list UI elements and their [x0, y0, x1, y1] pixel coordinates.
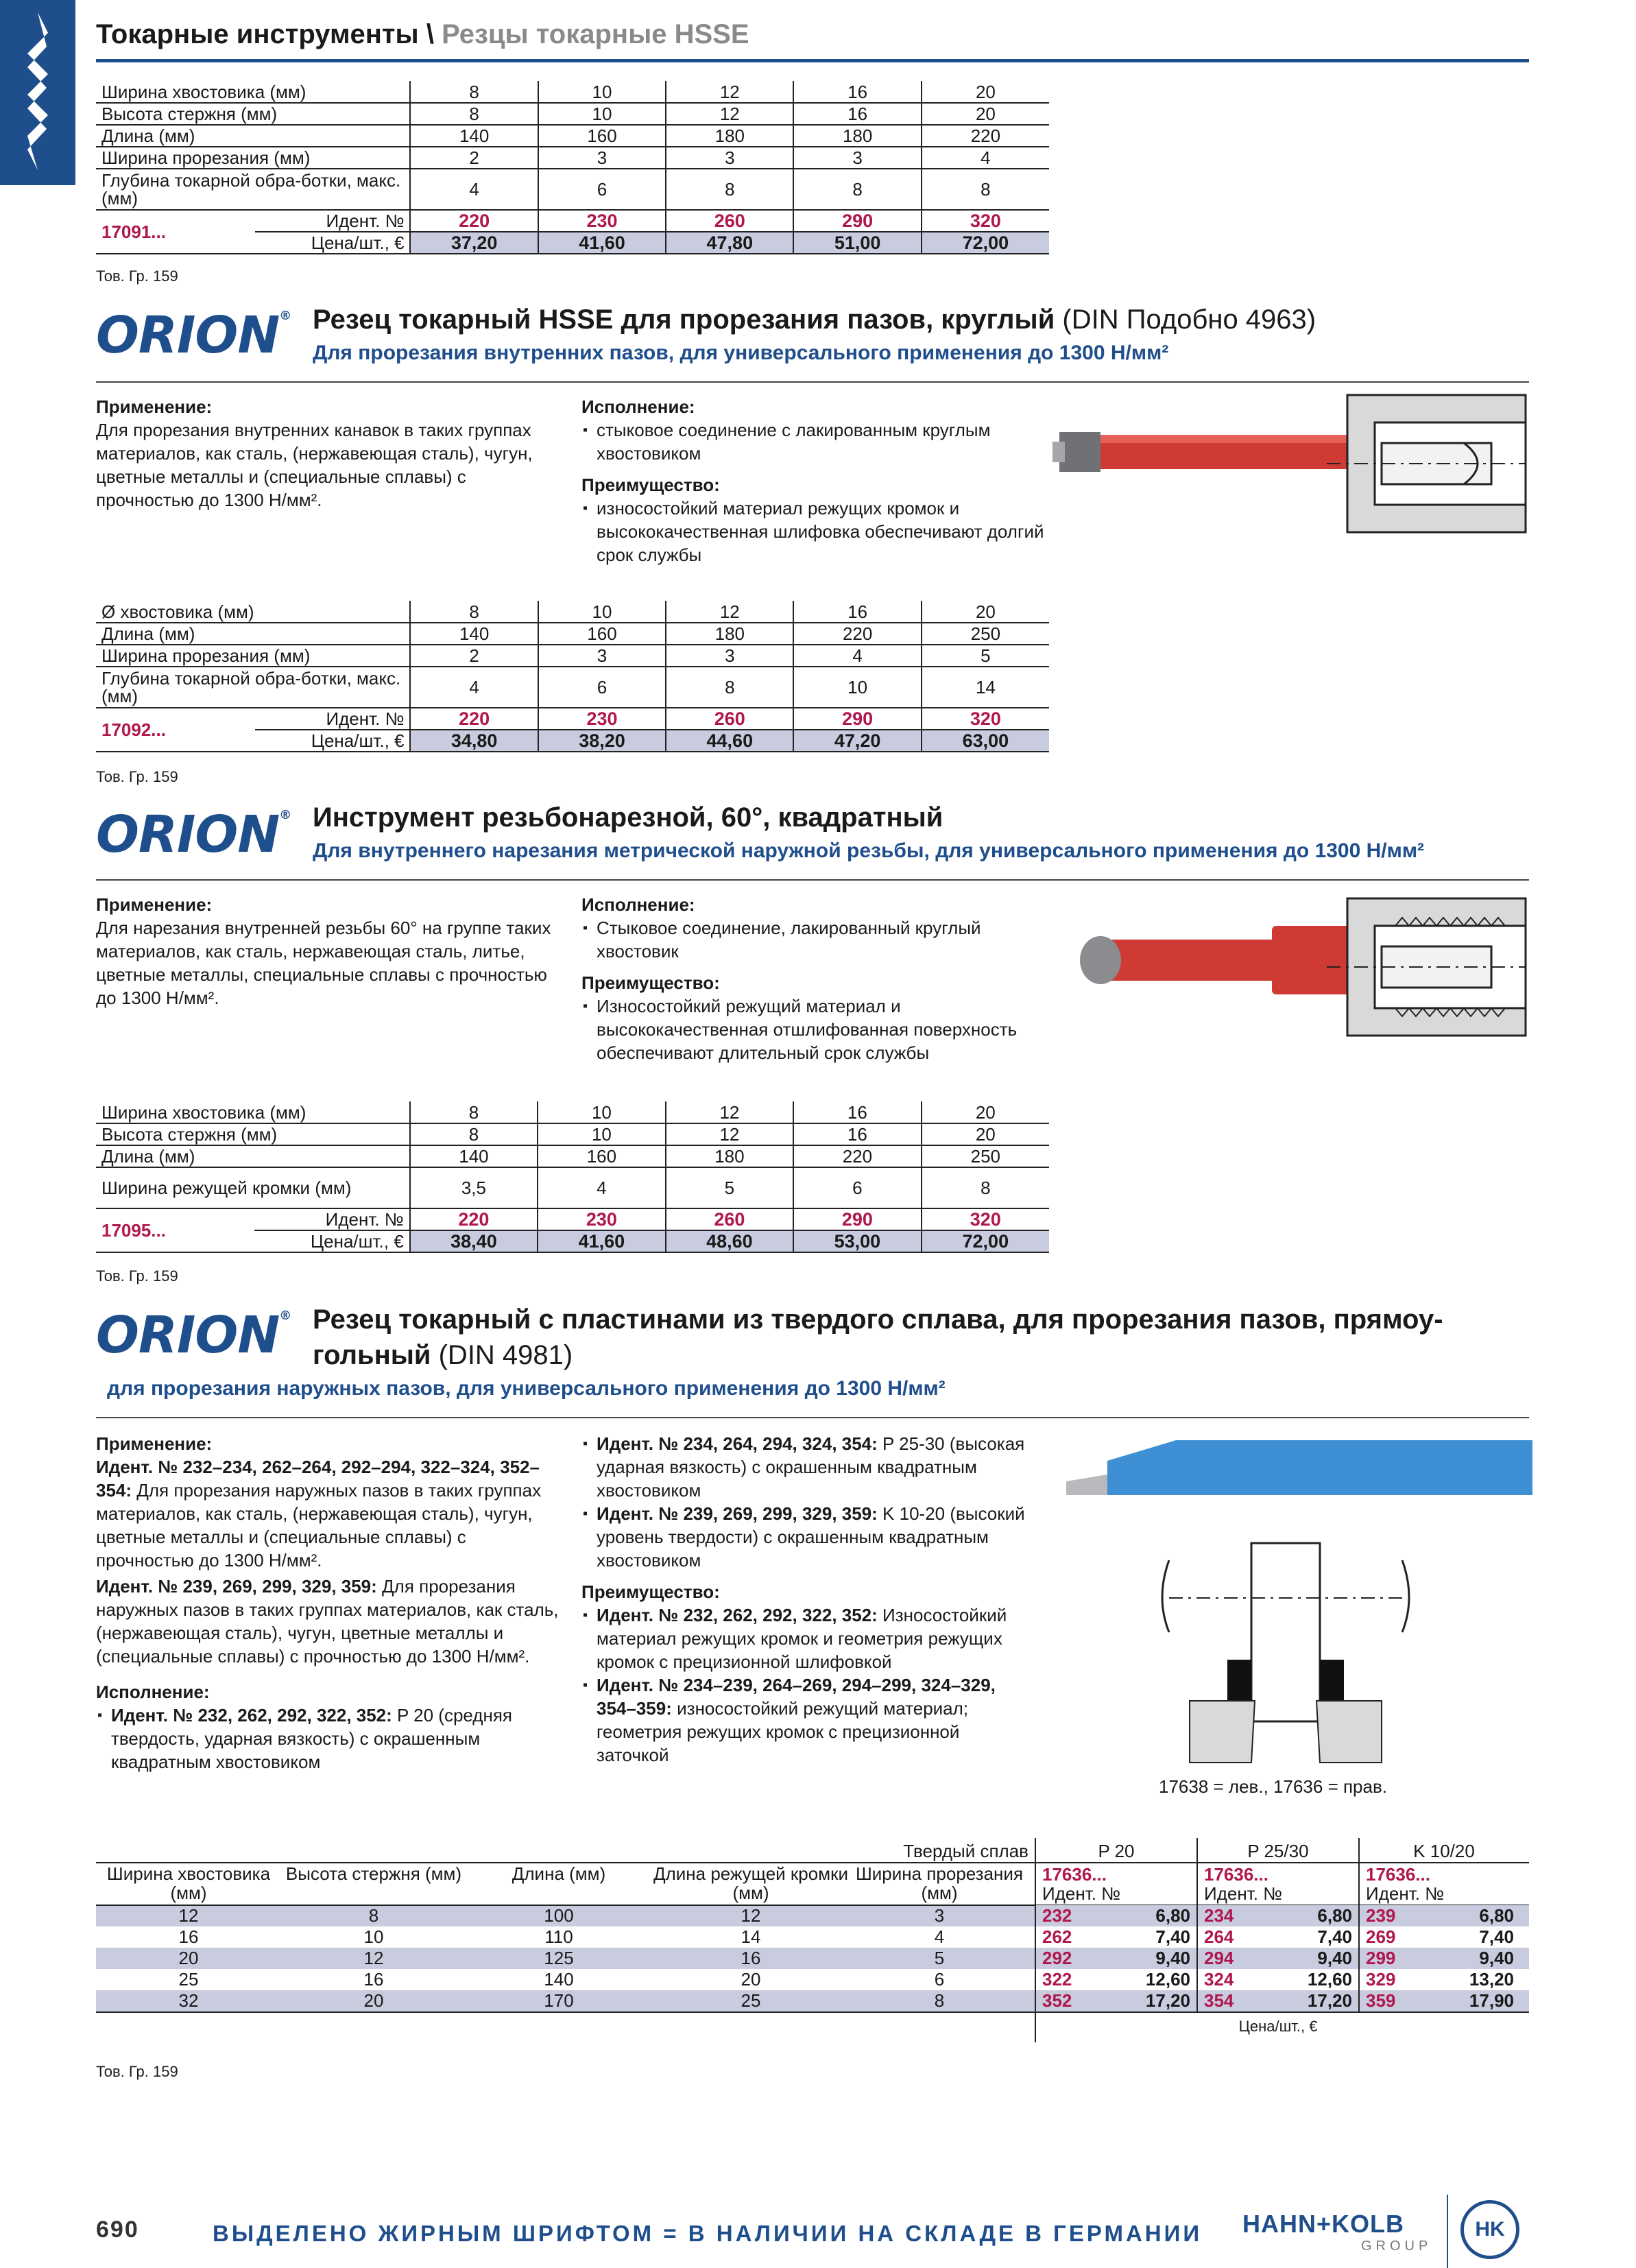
price-row: Цена/шт., € 34,80 38,20 44,60 47,20 63,00: [96, 730, 1049, 752]
product-group: Тов. Гр. 159: [96, 267, 178, 285]
table-cell: 16: [178, 1926, 199, 1947]
ident-number: 264: [1204, 1926, 1234, 1947]
product-title: Резец токарный с пластинами из твердого сплава, для прорезания пазов, прямоу- гольный (DIN 4981): [313, 1304, 1443, 1370]
table-cell: 170: [544, 1990, 574, 2011]
table-cell: 32: [178, 1990, 199, 2011]
features-block: Исполнение: ▪ стыковое соединение с лакированным круглым хвостовиком Преимущество: ▪ износостойкий материал режущих кромок и высококачественная шлифовка обеспечивают долгий срок службы: [581, 395, 1048, 566]
table-row: [96, 1948, 1529, 1969]
ident-number: 324: [1204, 1969, 1234, 1990]
table-row: Ширина прорезания (мм) 2 3 3 3 4: [96, 147, 1049, 169]
product-group: Тов. Гр. 159: [96, 1267, 178, 1285]
spec-table-17091: [96, 81, 1049, 254]
price-value: 6,80: [1317, 1905, 1352, 1926]
spec-table-17095: [96, 1101, 1049, 1253]
section-rule: [96, 1417, 1529, 1418]
product-title: Инструмент резьбонарезной, 60°, квадратный: [313, 802, 943, 833]
table-row: [96, 1926, 1529, 1948]
drill-icon: [19, 12, 56, 170]
ident-number: 232: [1042, 1905, 1072, 1926]
table-row: Глубина токарной обра-ботки, макс. (мм) 4 6 8 10 14: [96, 667, 1049, 708]
section-rule: [96, 879, 1529, 881]
price-value: 6,80: [1479, 1905, 1514, 1926]
ident-number: 352: [1042, 1990, 1072, 2011]
table-cell: 5: [934, 1948, 945, 1968]
table-cell: 8: [934, 1990, 945, 2011]
article-number: 17095...: [96, 1208, 254, 1252]
table-row: Ширина прорезания (мм) 2 3 3 4 5: [96, 645, 1049, 667]
hahn-kolb-seal-icon: HK: [1460, 2200, 1519, 2259]
article-number: 17091...: [96, 210, 255, 254]
header-rule: [96, 59, 1529, 62]
header-subtitle: Резцы токарные HSSE: [442, 19, 749, 49]
ident-number: 299: [1366, 1948, 1396, 1968]
product-subtitle: для прорезания наружных пазов, для универсального применения до 1300 Н/мм²: [107, 1377, 946, 1400]
price-value: 6,80: [1155, 1905, 1190, 1926]
table-row: [96, 1969, 1529, 1990]
table-cell: 14: [741, 1926, 761, 1947]
price-value: 9,40: [1155, 1948, 1190, 1968]
table-row: Ø хвостовика (мм) 8 10 12 16 20: [96, 601, 1049, 623]
table-cell: 8: [368, 1905, 379, 1926]
table-cell: 140: [544, 1969, 574, 1990]
ident-number: 294: [1204, 1948, 1234, 1968]
table-row: Высота стержня (мм) 8 10 12 16 20: [96, 1123, 1049, 1145]
ident-number: 322: [1042, 1969, 1072, 1990]
features-block: Исполнение: ▪ Стыковое соединение, лакированный круглый хвостовик Преимущество: ▪ Износостойкий режущий материал и высококачественная отшлифованная поверхность обеспечивают длительный срок службы: [581, 893, 1048, 1064]
tool-image-threading: [1066, 892, 1532, 1042]
table-cell: 16: [741, 1948, 761, 1968]
price-value: 7,40: [1155, 1926, 1190, 1947]
price-value: 7,40: [1317, 1926, 1352, 1947]
price-value: 9,40: [1479, 1948, 1514, 1968]
table-cell: 4: [934, 1926, 945, 1947]
table-row: Длина (мм) 140 160 180 180 220: [96, 125, 1049, 147]
table-cell: 12: [178, 1905, 199, 1926]
ident-number: 239: [1366, 1905, 1396, 1926]
table-cell: 25: [178, 1969, 199, 1990]
ident-number: 359: [1366, 1990, 1396, 2011]
table-cell: 3: [934, 1905, 945, 1926]
price-row: Цена/шт., € 38,40 41,60 48,60 53,00 72,00: [96, 1230, 1049, 1252]
page-number: 690: [96, 2217, 139, 2243]
ident-row: 17092... Идент. № 220 230 260 290 320: [96, 708, 1049, 730]
product-subtitle: Для внутреннего нарезания метрической наружной резьбы, для универсального применения до 1300 Н/мм²: [313, 839, 1425, 862]
table-row: Глубина токарной обра-ботки, макс. (мм) 4 6 8 8 8: [96, 169, 1049, 210]
table-row: Длина (мм) 140 160 180 220 250: [96, 623, 1049, 645]
price-value: 9,40: [1317, 1948, 1352, 1968]
ident-number: 329: [1366, 1969, 1396, 1990]
ident-number: 354: [1204, 1990, 1234, 2011]
table-row: Ширина режущей кромки (мм) 3,5 4 5 6 8: [96, 1167, 1049, 1208]
price-value: 12,60: [1145, 1969, 1190, 1990]
price-value: 13,20: [1469, 1969, 1514, 1990]
stock-legend: ВЫДЕЛЕНО ЖИРНЫМ ШРИФТОМ = В НАЛИЧИИ НА СКЛАДЕ В ГЕРМАНИИ: [213, 2221, 1203, 2246]
product-title: Резец токарный HSSE для прорезания пазов, круглый (DIN Подобно 4963): [313, 305, 1316, 335]
header-title: Токарные инструменты: [96, 19, 419, 49]
table-cell: 20: [178, 1948, 199, 1968]
application-block: Применение: Для прорезания внутренних канавок в таких группах материалов, как сталь, (нержавеющая сталь), чугун, цветные металлы и (специальные сплавы) с прочностью до 1300 Н/мм².: [96, 396, 533, 510]
table-row: Длина (мм) 140 160 180 220 250: [96, 1145, 1049, 1167]
table-cell: 16: [363, 1969, 384, 1990]
ident-row: 17091... Идент. № 220 230 260 290 320: [96, 210, 1049, 232]
table-row: [96, 1990, 1529, 2012]
table-cell: 12: [741, 1905, 761, 1926]
table-cell: 10: [363, 1926, 384, 1947]
table-row: Ширина хвостовика (мм) 8 10 12 16 20: [96, 1101, 1049, 1123]
orion-logo: ORION®: [96, 805, 291, 864]
table-cell: 20: [363, 1990, 384, 2011]
section-rule: [96, 381, 1529, 383]
group-label: GROUP: [1361, 2239, 1432, 2254]
application-block: Применение: Для нарезания внутренней резьбы 60° на группе таких материалов, как сталь, нержавеющая сталь, литье, цветные металлы, специальные сплавы с прочностью до 1300 Н/мм².: [96, 894, 551, 1008]
header-separator: \: [426, 19, 434, 49]
carbide-table: Твердый сплав P 20 P 25/30 K 10/20 Ширина хвостовика (мм) Высота стержня (мм) Длина (мм) Длина режущей кромки (мм) Ширина прорезания (мм) 17636... Идент. № 17636... Идент. № 17636... Идент. № 12 8 100 12 3 232 6,80 234 6,80 239 6,80 16 10 110 14 4 262 7,40 264 7,40 269 7,40 20 12 125 16 5 292 9,40 294 9,40 299 9,40 25 16 140 20 6 322 12,60 324 12,60 329 13,20 32 20 170 25 8 352 17,20 354 17,20 359 17,90 Цена/шт., €: [96, 1838, 1529, 2044]
table-cell: 100: [544, 1905, 574, 1926]
price-value: 7,40: [1479, 1926, 1514, 1947]
orion-logo: ORION®: [96, 306, 291, 365]
product-group: Тов. Гр. 159: [96, 768, 178, 785]
footer-divider: [1447, 2195, 1448, 2268]
chapter-tab: [0, 0, 75, 185]
tool-image-carbide-grooving: [1066, 1427, 1532, 1769]
ident-number: 234: [1204, 1905, 1234, 1926]
application-block: Применение: Идент. № 232–234, 262–264, 292–294, 322–324, 352–354: Для прорезания наружных пазов в таких группах материалов, как сталь, (нержавеющая сталь), чугун, цветные металлы и (специальные сплавы) с прочностью до 1300 Н/мм². Идент. № 239, 269, 299, 329, 359: Для прорезания наружных пазов в таких группах материалов, как сталь, (нержавеющая сталь), чугун, цветные металлы и (специальные сплавы) с прочностью до 1300 Н/мм². Исполнение: ▪ Идент. № 232, 262, 292, 322, 352: P 20 (средняя твердость, ударная вязкость) с окрашенным квадратным хвостовиком: [96, 1432, 562, 1774]
table-row: [96, 1905, 1529, 1926]
table-row: Ширина хвостовика (мм) 8 10 12 16 20: [96, 81, 1049, 103]
table-cell: 12: [363, 1948, 384, 1968]
features-block: ▪ Идент. № 234, 264, 294, 324, 354: P 25-30 (высокая ударная вязкость) с окрашенным квадратным хвостовиком ▪ Идент. № 239, 269, 299, 329, 359: K 10-20 (высокий уровень твердости) с окрашенным квадратным хвостовиком Преимущество: ▪ Идент. № 232, 262, 292, 322, 352: Износостойкий материал режущих кромок и геометрия режущих кромок с прецизионной шлифовкой ▪ Идент. № 234–239, 264–269, 294–299, 324–329, 354–359: износостойкий режущий материал; геометрия режущих кромок с прецизионной заточкой: [581, 1432, 1034, 1767]
ident-number: 262: [1042, 1926, 1072, 1947]
table-row: Высота стержня (мм) 8 10 12 16 20: [96, 103, 1049, 125]
page-header: [96, 19, 749, 50]
table-cell: 125: [544, 1948, 574, 1968]
hahn-kolb-logo-text: HAHN+KOLB: [1242, 2210, 1405, 2238]
image-caption: 17638 = лев., 17636 = прав.: [1159, 1776, 1388, 1797]
table-cell: 25: [741, 1990, 761, 2011]
ident-number: 292: [1042, 1948, 1072, 1968]
orion-logo: ORION®: [96, 1306, 291, 1365]
spec-table-17092: [96, 601, 1049, 752]
ident-number: 269: [1366, 1926, 1396, 1947]
price-value: 17,20: [1145, 1990, 1190, 2011]
table-cell: 20: [741, 1969, 761, 1990]
tool-image-round-grooving: [1052, 388, 1532, 539]
table-cell: 6: [934, 1969, 945, 1990]
product-group: Тов. Гр. 159: [96, 2063, 178, 2080]
price-value: 17,20: [1307, 1990, 1352, 2011]
product-subtitle: Для прорезания внутренних пазов, для универсального применения до 1300 Н/мм²: [313, 342, 1169, 364]
ident-row: 17095... Идент. № 220 230 260 290 320: [96, 1208, 1049, 1230]
price-value: 12,60: [1307, 1969, 1352, 1990]
article-number: 17092...: [96, 708, 255, 752]
price-value: 17,90: [1469, 1990, 1514, 2011]
price-row: Цена/шт., € 37,20 41,60 47,80 51,00 72,00: [96, 232, 1049, 254]
table-cell: 110: [544, 1926, 573, 1947]
